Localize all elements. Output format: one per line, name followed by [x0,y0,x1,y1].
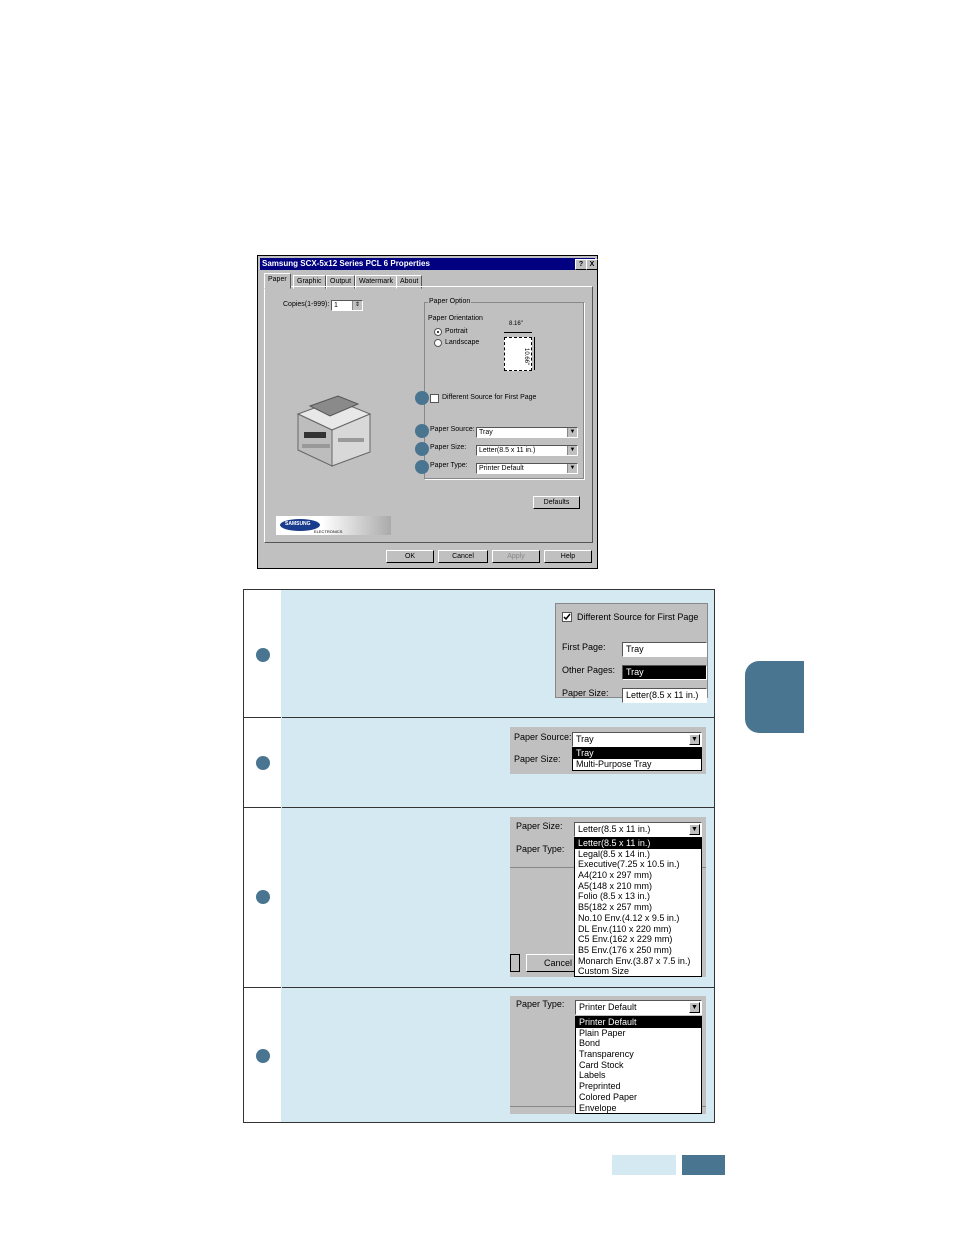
other-pages-label: Other Pages: [562,665,616,675]
different-source-label: Different Source for First Page [442,394,537,401]
cancel-button[interactable]: Cancel [438,550,488,563]
checkmark-icon [563,613,571,621]
first-page-label: First Page: [562,642,606,652]
width-dimension-line [504,332,532,333]
paper-size-label: Paper Size: [514,754,561,764]
tab-paper[interactable]: Paper [264,273,291,289]
list-item[interactable]: Legal(8.5 x 14 in.) [578,848,651,859]
list-item[interactable]: B5(182 x 257 mm) [578,902,653,913]
paper-source-combo[interactable] [476,427,578,438]
defaults-button[interactable]: Defaults [533,496,580,509]
list-item[interactable]: Card Stock [579,1059,624,1070]
logo-text: SAMSUNG [285,521,311,527]
list-item[interactable]: Transparency [579,1049,634,1060]
different-source-inset [555,603,708,698]
footer-block-light [612,1155,676,1175]
paper-type-combo[interactable] [476,463,578,474]
list-item[interactable]: Printer Default [576,1017,701,1028]
different-source-checkbox-checked[interactable] [562,612,572,622]
callout-2 [415,424,429,438]
tab-about[interactable]: About [396,275,422,289]
list-item[interactable]: Preprinted [579,1081,621,1092]
callout-1 [256,648,270,662]
ok-button[interactable]: OK [386,550,434,563]
paper-size-value: Letter(8.5 x 11 in.) [479,447,536,454]
printer-properties-dialog [257,255,598,569]
height-dimension: 10.66" [523,348,529,366]
chevron-down-icon[interactable]: ▼ [567,446,577,455]
dialog-title: Samsung SCX-5x12 Series PCL 6 Properties [260,258,595,270]
list-item[interactable]: Custom Size [578,966,630,977]
callout-4 [415,460,429,474]
paper-type-inset [510,996,706,1114]
paper-size-label: Paper Size: [562,688,609,698]
chapter-tab [745,661,804,733]
list-item[interactable]: Folio (8.5 x 13 in.) [578,891,651,902]
list-item[interactable]: No.10 Env.(4.12 x 9.5 in.) [578,912,680,923]
partial-button[interactable] [510,954,520,972]
cancel-button-partial[interactable]: Cancel [526,954,576,972]
list-item[interactable]: Tray [573,748,701,759]
list-item[interactable]: Letter(8.5 x 11 in.) [575,838,701,849]
portrait-radio[interactable] [434,328,442,336]
width-dimension: 8.16" [509,321,523,327]
row-divider [244,807,714,808]
callout-2 [256,756,270,770]
close-icon[interactable]: X [586,259,598,270]
list-item[interactable]: Labels [579,1070,606,1081]
callout-1 [415,391,429,405]
copies-label: Copies(1-999): [283,301,330,308]
callout-3 [415,442,429,456]
chevron-down-icon[interactable]: ▼ [689,734,700,745]
list-item[interactable]: A5(148 x 210 mm) [578,880,653,891]
paper-size-inset [510,817,706,977]
help-title-button[interactable]: ? [575,259,587,270]
spin-arrows-icon[interactable]: ⇕ [352,301,362,310]
list-item[interactable]: Plain Paper [579,1027,626,1038]
callout-3 [256,890,270,904]
tab-graphic[interactable]: Graphic [293,275,326,289]
list-item[interactable]: Colored Paper [579,1091,638,1102]
landscape-radio[interactable] [434,339,442,347]
help-button[interactable]: Help [544,550,592,563]
paper-size-value: Letter(8.5 x 11 in.) [578,824,651,834]
other-pages-field[interactable]: Tray [622,665,707,680]
paper-size-dropdown [574,837,702,977]
row-divider [244,987,714,988]
paper-size-combo[interactable] [476,445,578,456]
callout-4 [256,1049,270,1063]
list-item[interactable]: Multi-Purpose Tray [576,758,652,769]
paper-type-combo[interactable] [575,1000,702,1015]
tab-output[interactable]: Output [326,275,355,289]
list-item[interactable]: B5 Env.(176 x 250 mm) [578,944,672,955]
paper-source-value: Tray [576,734,594,744]
list-item[interactable]: Envelope [579,1102,617,1113]
paper-source-label: Paper Source: [514,732,572,742]
paper-source-dropdown [572,747,702,771]
list-item[interactable]: A4(210 x 297 mm) [578,870,653,881]
first-page-field[interactable]: Tray [622,642,707,657]
paper-size-label: Paper Size: [516,821,563,831]
logo-subtext: ELECTRONICS [314,529,343,534]
list-item[interactable]: DL Env.(110 x 220 mm) [578,923,672,934]
copies-value: 1 [334,302,338,309]
chevron-down-icon[interactable]: ▼ [567,428,577,437]
list-item[interactable]: Bond [579,1038,601,1049]
landscape-label: Landscape [445,339,480,346]
footer-block-dark [682,1155,725,1175]
list-item[interactable]: Monarch Env.(3.87 x 7.5 in.) [578,955,691,966]
paper-size-combo[interactable] [574,822,702,837]
chevron-down-icon[interactable]: ▼ [567,464,577,473]
paper-type-value: Printer Default [579,1002,637,1012]
options-table [243,589,715,1123]
chevron-down-icon[interactable]: ▼ [689,1002,700,1013]
samsung-logo [276,516,391,535]
different-source-checkbox[interactable] [430,394,439,403]
row-divider [244,717,714,718]
paper-source-combo[interactable] [572,732,702,747]
different-source-label: Different Source for First Page [577,612,699,622]
printer-image [288,374,378,470]
paper-source-label: Paper Source: [430,426,475,433]
height-dimension-line [534,337,535,370]
paper-type-value: Printer Default [479,465,524,472]
callout-column [244,590,281,1122]
portrait-label: Portrait [445,328,468,335]
paper-size-field[interactable]: Letter(8.5 x 11 in.) [622,688,707,703]
list-item[interactable]: Executive(7.25 x 10.5 in.) [578,859,680,870]
paper-size-label: Paper Size: [430,444,467,451]
paper-type-dropdown [575,1016,702,1114]
copies-spinner[interactable] [331,300,363,311]
paper-type-label: Paper Type: [516,999,565,1009]
paper-orientation-label: Paper Orientation [428,315,483,322]
paper-source-value: Tray [479,429,493,436]
paper-source-inset [510,727,706,774]
paper-type-label: Paper Type: [430,462,468,469]
paper-type-label: Paper Type: [516,844,565,854]
tab-watermark[interactable]: Watermark [355,275,397,289]
list-item[interactable]: C5 Env.(162 x 229 mm) [578,934,673,945]
apply-button[interactable]: Apply [492,550,540,563]
paper-option-label: Paper Option [429,298,471,305]
chevron-down-icon[interactable]: ▼ [689,824,700,835]
